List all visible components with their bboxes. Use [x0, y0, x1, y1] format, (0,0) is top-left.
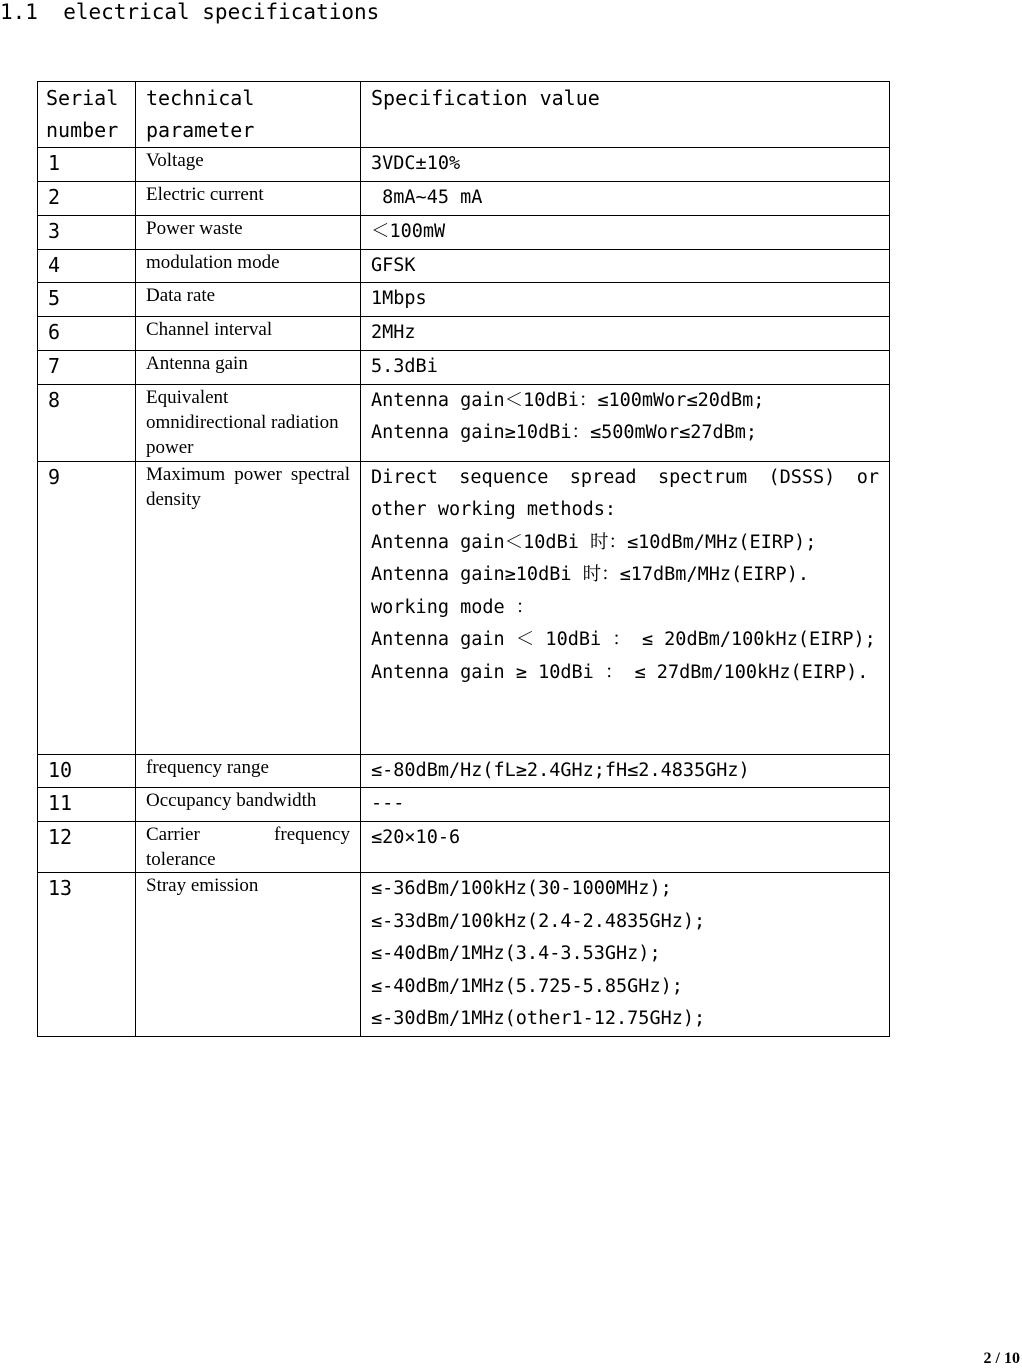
parameter-name: Voltage: [136, 148, 361, 182]
parameter-name: Antenna gain: [136, 350, 361, 384]
value-line: ---: [371, 793, 405, 814]
serial-number: 8: [38, 384, 136, 461]
specification-value: [361, 249, 890, 283]
value-line: Antenna gain ≥ 10dBi ： ≤ 27dBm/100kHz(EIRP).: [371, 661, 869, 683]
value-line: Antenna gain ＜ 10dBi ： ≤ 20dBm/100kHz(EIRP);: [371, 629, 876, 650]
header-technical-parameter: technical parameter: [136, 82, 361, 148]
parameter-name: Data rate: [136, 283, 361, 317]
value-line: ≤-30dBm/1MHz(other1-12.75GHz);: [371, 1008, 706, 1029]
specification-value: [361, 754, 890, 788]
parameter-name: Power waste: [136, 215, 361, 249]
serial-number: 3: [38, 215, 136, 249]
specification-value: [361, 461, 890, 754]
value-line: ≤-36dBm/100kHz(30-1000MHz);: [371, 878, 672, 899]
parameter-name: Stray emission: [136, 873, 361, 1037]
value-line: Antenna gain≥10dBi 时：≤17dBm/MHz(EIRP).: [371, 564, 809, 585]
specification-value: [361, 384, 890, 461]
serial-number: 2: [38, 182, 136, 216]
table-row: [38, 249, 890, 283]
value-line: ＜100mW: [371, 220, 446, 242]
table-header-row: [38, 82, 890, 148]
serial-number: 1: [38, 148, 136, 182]
value-line: Direct sequence spread spectrum (DSSS) or other working methods:: [371, 466, 879, 520]
serial-number: 6: [38, 317, 136, 351]
value-line: ≤-40dBm/1MHz(3.4-3.53GHz);: [371, 943, 661, 964]
header-specification-value: Specification value: [361, 82, 890, 148]
value-line: ≤-80dBm/Hz(fL≥2.4GHz;fH≤2.4835GHz): [371, 759, 750, 781]
table-row: [38, 317, 890, 351]
table-row: [38, 754, 890, 788]
specification-value: [361, 283, 890, 317]
serial-number: 7: [38, 350, 136, 384]
serial-number: 5: [38, 283, 136, 317]
specification-value: [361, 350, 890, 384]
specification-value: [361, 182, 890, 216]
serial-number: 4: [38, 249, 136, 283]
parameter-name: Occupancy bandwidth: [136, 788, 361, 822]
value-line: Antenna gain＜10dBi：≤100mWor≤20dBm;: [371, 389, 765, 411]
value-line: Antenna gain≥10dBi：≤500mWor≤27dBm;: [371, 422, 758, 443]
serial-number: 11: [38, 788, 136, 822]
value-line: 1Mbps: [371, 288, 427, 309]
value-line: 5.3dBi: [371, 355, 438, 377]
specification-value: [361, 873, 890, 1037]
parameter-name: modulation mode: [136, 249, 361, 283]
serial-number: 13: [38, 873, 136, 1037]
serial-number: 10: [38, 754, 136, 788]
table-row: [38, 283, 890, 317]
page-number: 2 / 10: [983, 1350, 1020, 1367]
specification-value: [361, 148, 890, 182]
table-row: [38, 822, 890, 873]
electrical-specifications-table: [37, 81, 890, 1037]
table-row: [38, 873, 890, 1037]
value-line: ≤-40dBm/1MHz(5.725-5.85GHz);: [371, 975, 683, 997]
parameter-name: Electric current: [136, 182, 361, 216]
table-row: [38, 461, 890, 754]
serial-number: 9: [38, 461, 136, 754]
table-row: [38, 215, 890, 249]
parameter-name: Equivalent omnidirectional radiation power: [136, 384, 361, 461]
parameter-name: Channel interval: [136, 317, 361, 351]
value-line: GFSK: [371, 254, 416, 276]
value-line: ≤20×10-6: [371, 827, 461, 848]
parameter-name: Carrier frequency tolerance: [136, 822, 361, 873]
value-line: 8mA~45 mA: [371, 187, 483, 208]
header-serial-number: Serial number: [38, 82, 136, 148]
parameter-name: frequency range: [136, 754, 361, 788]
value-line: ≤-33dBm/100kHz(2.4-2.4835GHz);: [371, 910, 706, 932]
table-row: [38, 148, 890, 182]
table-row: [38, 788, 890, 822]
value-line: 3VDC±10%: [371, 153, 461, 174]
specification-value: [361, 788, 890, 822]
table-row: [38, 384, 890, 461]
table-row: [38, 182, 890, 216]
specification-value: [361, 317, 890, 351]
specification-value: [361, 822, 890, 873]
serial-number: 12: [38, 822, 136, 873]
value-line: working mode ：: [371, 596, 535, 618]
value-line: Antenna gain＜10dBi 时：≤10dBm/MHz(EIRP);: [371, 531, 817, 553]
table-row: [38, 350, 890, 384]
value-line: 2MHz: [371, 322, 416, 343]
specification-value: [361, 215, 890, 249]
section-heading: 1.1 electrical specifications: [0, 0, 380, 24]
parameter-name: Maximum power spectral density: [136, 461, 361, 754]
